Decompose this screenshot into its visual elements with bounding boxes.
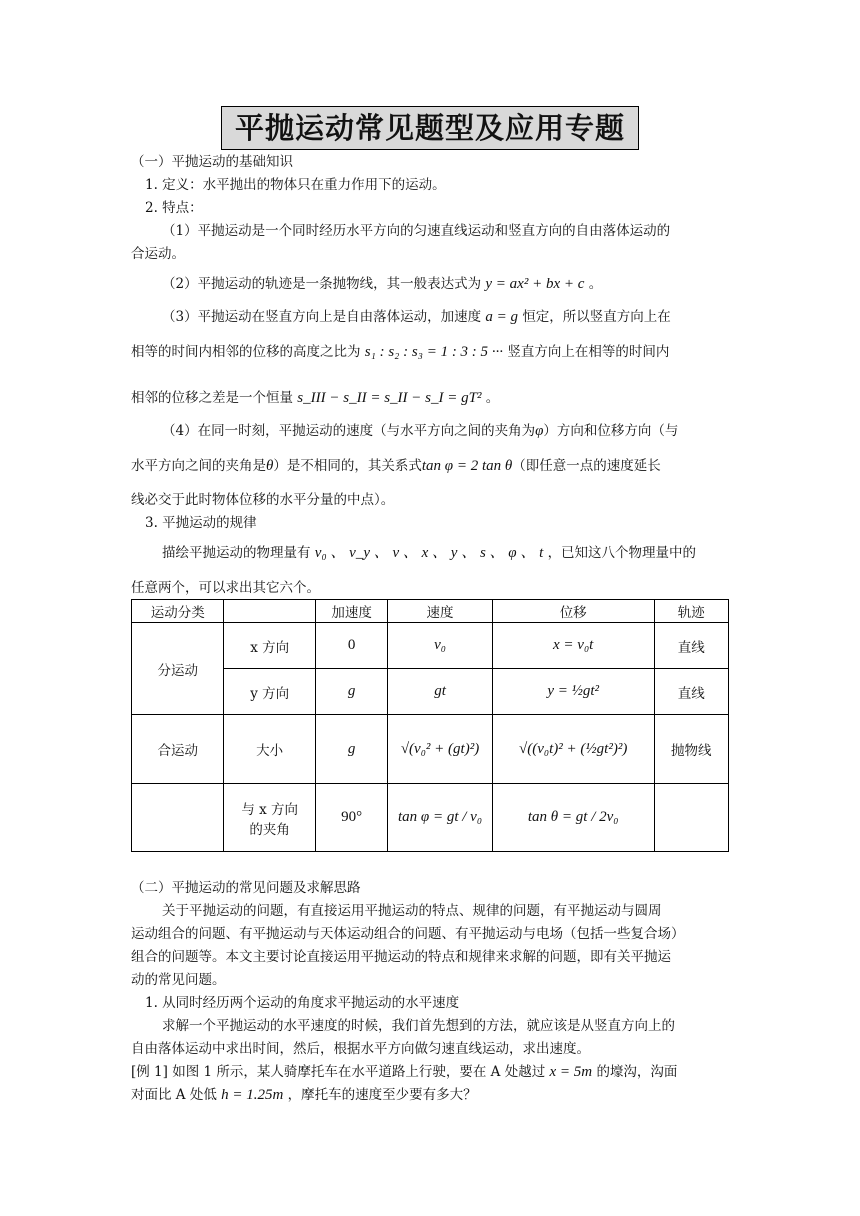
feature-3-line-3	[131, 388, 499, 408]
feature-4-line-1	[162, 421, 678, 441]
velocity-angle-cell: tan φ = gt / v₀	[388, 784, 493, 852]
feature-2-end: 。	[588, 276, 603, 292]
header-cell: 位移	[492, 600, 654, 623]
height-formula: h = 1.25m	[221, 1087, 284, 1103]
parabola-formula: y = ax² + bx + c	[485, 276, 585, 292]
y-acceleration-cell: g	[315, 669, 387, 715]
example-text-c: 对面比 A 处低	[131, 1087, 217, 1103]
item-1-heading: 1. 从同时经历两个运动的角度求平抛运动的水平速度	[145, 995, 460, 1011]
distance-formula: x = 5m	[549, 1064, 593, 1080]
displacement-angle-cell: tan θ = gt / 2v₀	[492, 784, 654, 852]
header-cell: 轨迹	[654, 600, 728, 623]
angle-label-line-2: 的夹角	[249, 821, 290, 838]
magnitude-cell: 大小	[224, 715, 315, 784]
feature-3-text-d: 竖直方向上在相等的时间内	[507, 344, 670, 360]
resultant-velocity-cell: √(v₀² + (gt)²)	[388, 715, 493, 784]
x-velocity-cell: v₀	[388, 623, 493, 669]
header-cell: 加速度	[315, 600, 387, 623]
section-2-paragraph-line: 运动组合的问题、有平抛运动与天体运动组合的问题、有平抛运动与电场（包括一些复合场）	[131, 926, 685, 942]
feature-4-line-3: 线必交于此时物体位移的水平分量的中点）。	[131, 492, 395, 508]
resultant-trajectory-cell: 抛物线	[654, 715, 728, 784]
difference-formula: s_III − s_II = s_II − s_I = gT²	[297, 390, 482, 406]
y-displacement-cell: y = ½gt²	[492, 669, 654, 715]
table-row	[132, 784, 729, 852]
example-text-d: ，摩托车的速度至少要有多大？	[287, 1087, 477, 1103]
feature-4-text-c: 水平方向之间的夹角是	[131, 458, 266, 474]
feature-4-text-b: ）方向和位移方向（与	[543, 423, 679, 439]
angle-label-cell	[224, 784, 315, 852]
feature-3-line-1	[162, 307, 671, 327]
law-line-1	[162, 543, 696, 563]
definition-line: 1. 定义：水平抛出的物体只在重力作用下的运动。	[145, 177, 446, 193]
acceleration-formula: a = g	[485, 309, 519, 325]
feature-4-text-d: ）是不相同的，其关系式	[273, 458, 422, 474]
feature-4-text-a: （4）在同一时刻，平抛运动的速度（与水平方向之间的夹角为	[162, 423, 536, 439]
tangent-relation-formula: tan φ = 2 tan θ	[421, 458, 513, 474]
header-cell: 速度	[388, 600, 493, 623]
feature-2-text: （2）平抛运动的轨迹是一条抛物线，其一般表达式为	[162, 276, 482, 292]
angle-label-line-1: 与 x 方向	[241, 801, 299, 818]
resultant-motion-cell: 合运动	[132, 715, 224, 784]
motion-table	[131, 599, 729, 852]
example-text-b: 的壕沟，沟面	[596, 1064, 678, 1080]
header-cell	[224, 600, 315, 623]
theta-symbol: θ	[266, 458, 274, 474]
table-header-row	[132, 600, 729, 623]
empty-cell	[654, 784, 728, 852]
feature-4-text-e: （即任意一点的速度延长	[512, 458, 661, 474]
feature-3-line-2	[131, 342, 669, 362]
y-velocity-cell: gt	[388, 669, 493, 715]
item-1-paragraph-line: 求解一个平抛运动的水平速度的时候，我们首先想到的方法，就应该是从竖直方向上的	[162, 1018, 675, 1034]
feature-1-line-2: 合运动。	[131, 246, 185, 262]
section-heading: （二）平抛运动的常见问题及求解思路	[131, 880, 361, 896]
example-1-line-1	[131, 1062, 677, 1082]
law-line-2: 任意两个，可以求出其它六个。	[131, 580, 320, 596]
sub-motion-cell: 分运动	[132, 623, 224, 715]
features-heading: 2. 特点：	[145, 200, 203, 216]
feature-4-line-2	[131, 456, 661, 476]
section-2-paragraph-line: 组合的问题等。本文主要讨论直接运用平抛运动的特点和规律来求解的问题，即有关平抛运	[131, 949, 671, 965]
feature-3-text-e: 相邻的位移之差是一个恒量	[131, 390, 293, 406]
quantities-formula: v₀ 、 v_y 、 v 、 x 、 y 、 s 、 φ 、 t	[314, 545, 544, 561]
x-trajectory-cell: 直线	[654, 623, 728, 669]
law-heading: 3. 平抛运动的规律	[145, 515, 257, 531]
item-1-paragraph-line: 自由落体运动中求出时间，然后，根据水平方向做匀速直线运动，求出速度。	[131, 1041, 590, 1057]
document-title: 平抛运动常见题型及应用专题	[221, 106, 639, 150]
feature-3-text-c: 相等的时间内相邻的位移的高度之比为	[131, 344, 361, 360]
example-1-line-2	[131, 1085, 477, 1105]
feature-3-text-b: 恒定，所以竖直方向上在	[522, 309, 671, 325]
law-text-b: ，已知这八个物理量中的	[547, 545, 697, 561]
resultant-displacement-cell: √((v₀t)² + (½gt²)²)	[492, 715, 654, 784]
law-text-a: 描绘平抛运动的物理量有	[162, 545, 311, 561]
header-cell: 运动分类	[132, 600, 224, 623]
x-displacement-cell: x = v₀t	[492, 623, 654, 669]
table-row	[132, 715, 729, 784]
phi-symbol: φ	[535, 423, 544, 439]
y-trajectory-cell: 直线	[654, 669, 728, 715]
example-text-a: [例 1] 如图 1 所示，某人骑摩托车在水平道路上行驶，要在 A 处越过	[131, 1064, 546, 1080]
feature-1-line-1: （1）平抛运动是一个同时经历水平方向的匀速直线运动和竖直方向的自由落体运动的	[162, 223, 671, 239]
y-direction-cell: y 方向	[224, 669, 315, 715]
empty-cell	[132, 784, 224, 852]
table-row	[132, 623, 729, 669]
x-direction-cell: x 方向	[224, 623, 315, 669]
ratio-formula: s₁ : s₂ : s₃ = 1 : 3 : 5 ···	[364, 344, 504, 360]
feature-2-line	[162, 274, 602, 294]
resultant-acceleration-cell: g	[315, 715, 387, 784]
section-2-paragraph-line: 关于平抛运动的问题，有直接运用平抛运动的特点、规律的问题，有平抛运动与圆周	[162, 903, 662, 919]
section-2-paragraph-line: 动的常见问题。	[131, 972, 226, 988]
section-heading: （一）平抛运动的基础知识	[131, 154, 293, 170]
x-acceleration-cell: 0	[315, 623, 387, 669]
angle-acceleration-cell: 90°	[315, 784, 387, 852]
feature-3-text-f: 。	[485, 390, 500, 406]
feature-3-text-a: （3）平抛运动在竖直方向上是自由落体运动，加速度	[162, 309, 482, 325]
